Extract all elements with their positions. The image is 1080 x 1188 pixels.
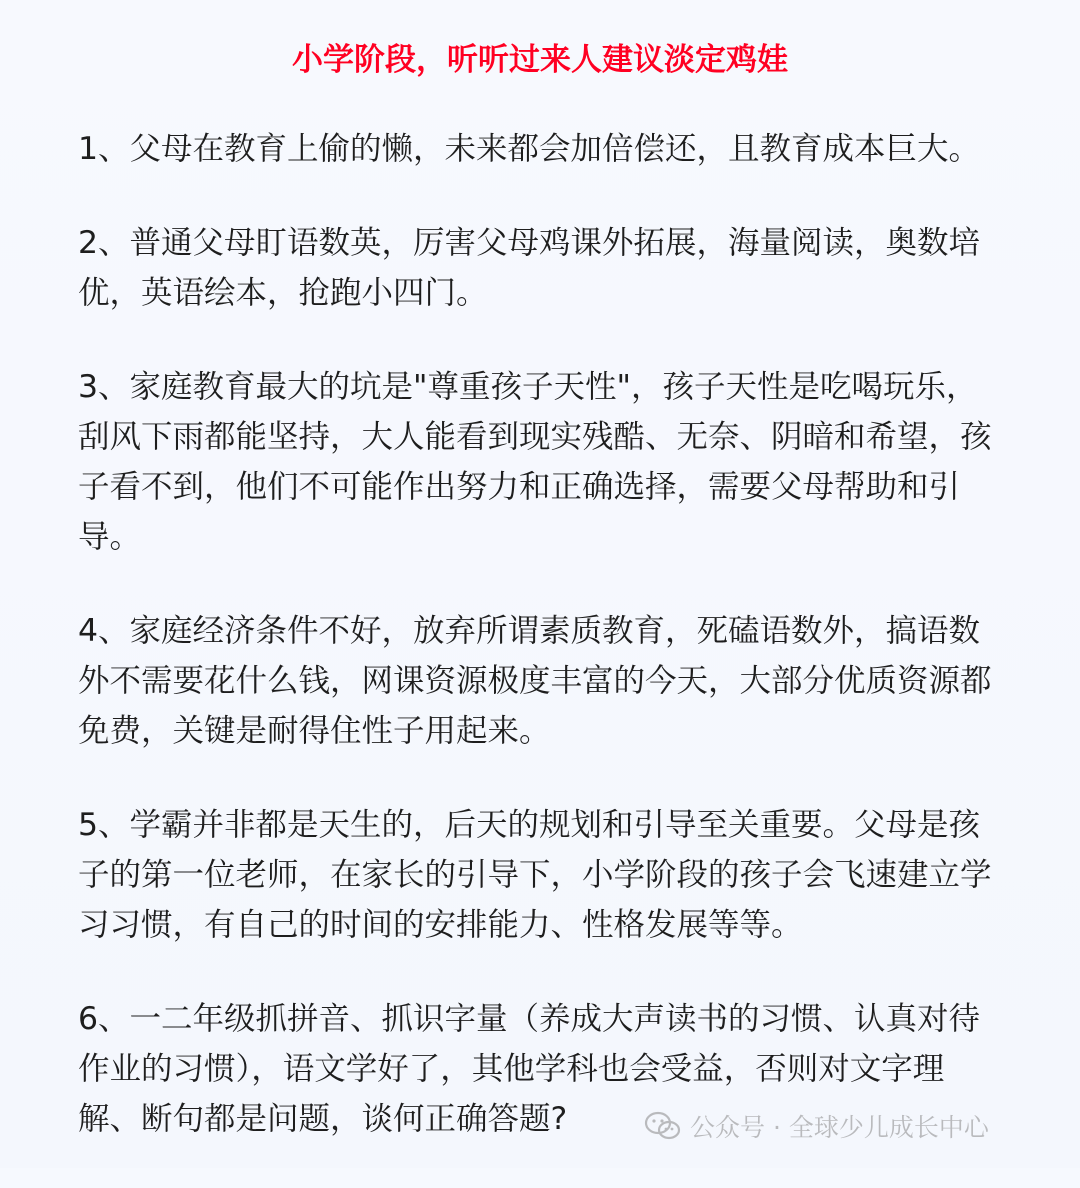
paragraph-6: 6、一二年级抓拼音、抓识字量（养成大声读书的习惯、认真对待作业的习惯），语文学好了，其他学科也会受益，否则对文字理解、断句都是问题，谈何正确答题? bbox=[78, 1001, 981, 1137]
article-title: 小学阶段，听听过来人建议淡定鸡娃 bbox=[292, 42, 788, 78]
paragraph-1: 1、父母在教育上偷的懒，未来都会加倍偿还，且教育成本巨大。 bbox=[78, 131, 981, 167]
paragraph-3: 3、家庭教育最大的坑是"尊重孩子天性"，孩子天性是吃喝玩乐，刮风下雨都能坚持，大人能看到现实残酷、无奈、阴暗和希望，孩子看不到，他们不可能作出努力和正确选择，需要父母帮助和引导。 bbox=[78, 369, 992, 555]
paragraph-5: 5、学霸并非都是天生的，后天的规划和引导至关重要。父母是孩子的第一位老师，在家长的引导下，小学阶段的孩子会飞速建立学习习惯，有自己的时间的安排能力、性格发展等等。 bbox=[78, 807, 992, 943]
wechat-icon bbox=[644, 1111, 682, 1141]
article-body bbox=[78, 124, 1003, 1188]
watermark-text: 公众号 · 全球少儿成长中心 bbox=[690, 1113, 989, 1142]
paragraph-2: 2、普通父母盯语数英，厉害父母鸡课外拓展，海量阅读，奥数培优，英语绘本，抢跑小四门。 bbox=[78, 225, 981, 311]
paragraph-4: 4、家庭经济条件不好，放弃所谓素质教育，死磕语数外，搞语数外不需要花什么钱，网课资源极度丰富的今天，大部分优质资源都免费，关键是耐得住性子用起来。 bbox=[78, 613, 992, 749]
watermark bbox=[644, 1106, 989, 1146]
